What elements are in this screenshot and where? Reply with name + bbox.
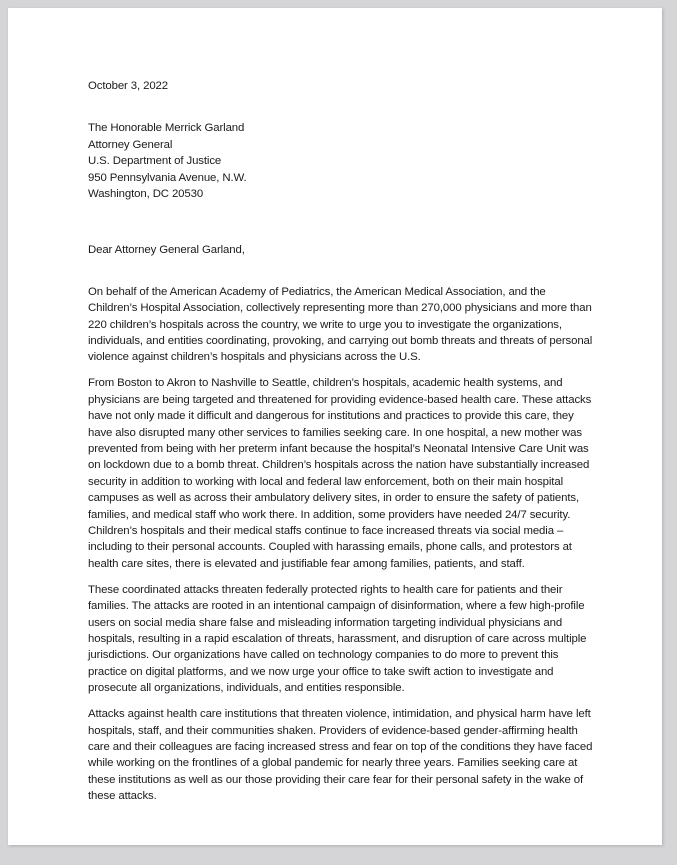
letter-paragraph: Attacks against health care institutions that threaten violence, intimidation, and physical harm have left hospitals, staff, and their communities shaken. Providers of evidence-based gender-affirming health care and their colleagues are facing increased stress and fear on top of the conditions they have faced while working on the frontlines of a global pandemic for nearly three years. Families seeking care at these institutions as well as our those providing their care fear for their personal safety in the wake of these attacks. bbox=[88, 708, 593, 803]
letter-salutation: Dear Attorney General Garland, bbox=[88, 244, 245, 257]
address-line: The Honorable Merrick Garland bbox=[88, 122, 245, 135]
letter-date: October 3, 2022 bbox=[88, 80, 168, 92]
letter-paragraph: From Boston to Akron to Nashville to Seattle, children’s hospitals, academic health systems, and physicians are being targeted and threatened for providing evidence-based health care. These attacks have not only made it difficult and dangerous for institutions and practices to provide this care, they have also disrupted many other services to families seeking care. In one hospital, a new mother was prevented from being with her preterm infant because the hospital’s Neonatal Intensive Care Unit was on lockdown due to a bomb threat. Children’s hospitals across the nation have substantially increased security in addition to working with local and federal law enforcement, both on their main hospital campuses as well as across their ambulatory delivery sites, in order to ensure the safety of patients, families, and medical staff who work there. In addition, some providers have needed 24/7 security. Children’s hospitals and their medical staffs continue to face increased threats via social media – including to their personal accounts. Coupled with harassing emails, phone calls, and protestors at health care sites, there is elevated and justifiable fear among families, patients, and staff. bbox=[88, 377, 592, 570]
address-line: U.S. Department of Justice bbox=[88, 155, 222, 168]
address-line: Washington, DC 20530 bbox=[88, 188, 204, 201]
document-page bbox=[8, 8, 662, 845]
recipient-address-block bbox=[88, 120, 593, 202]
address-line: Attorney General bbox=[88, 138, 173, 151]
address-line: 950 Pennsylvania Avenue, N.W. bbox=[88, 171, 247, 184]
letter-paragraph: On behalf of the American Academy of Pediatrics, the American Medical Association, and the Children’s Hospital Association, collectively representing more than 270,000 physicians and more than 220 children’s hospitals across the country, we write to urge you to investigate the organizations, individuals, and entities coordinating, provoking, and carrying out bomb threats and threats of personal violence against children’s hospitals and physicians across the U.S. bbox=[88, 285, 593, 364]
letter-paragraphs bbox=[88, 284, 593, 805]
letter-paragraph: These coordinated attacks threaten federally protected rights to health care for patients and their families. The attacks are rooted in an intentional campaign of disinformation, where a few high-profile users on social media share false and misleading information targeting individual physicians and hospitals, resulting in a rapid escalation of threats, harassment, and disruption of care across multiple jurisdictions. Our organizations have called on technology companies to do more to prevent this practice on digital platforms, and we now urge your office to take swift action to investigate and prosecute all organizations, individuals, and entities responsible. bbox=[88, 583, 587, 695]
letter-content bbox=[88, 78, 593, 805]
